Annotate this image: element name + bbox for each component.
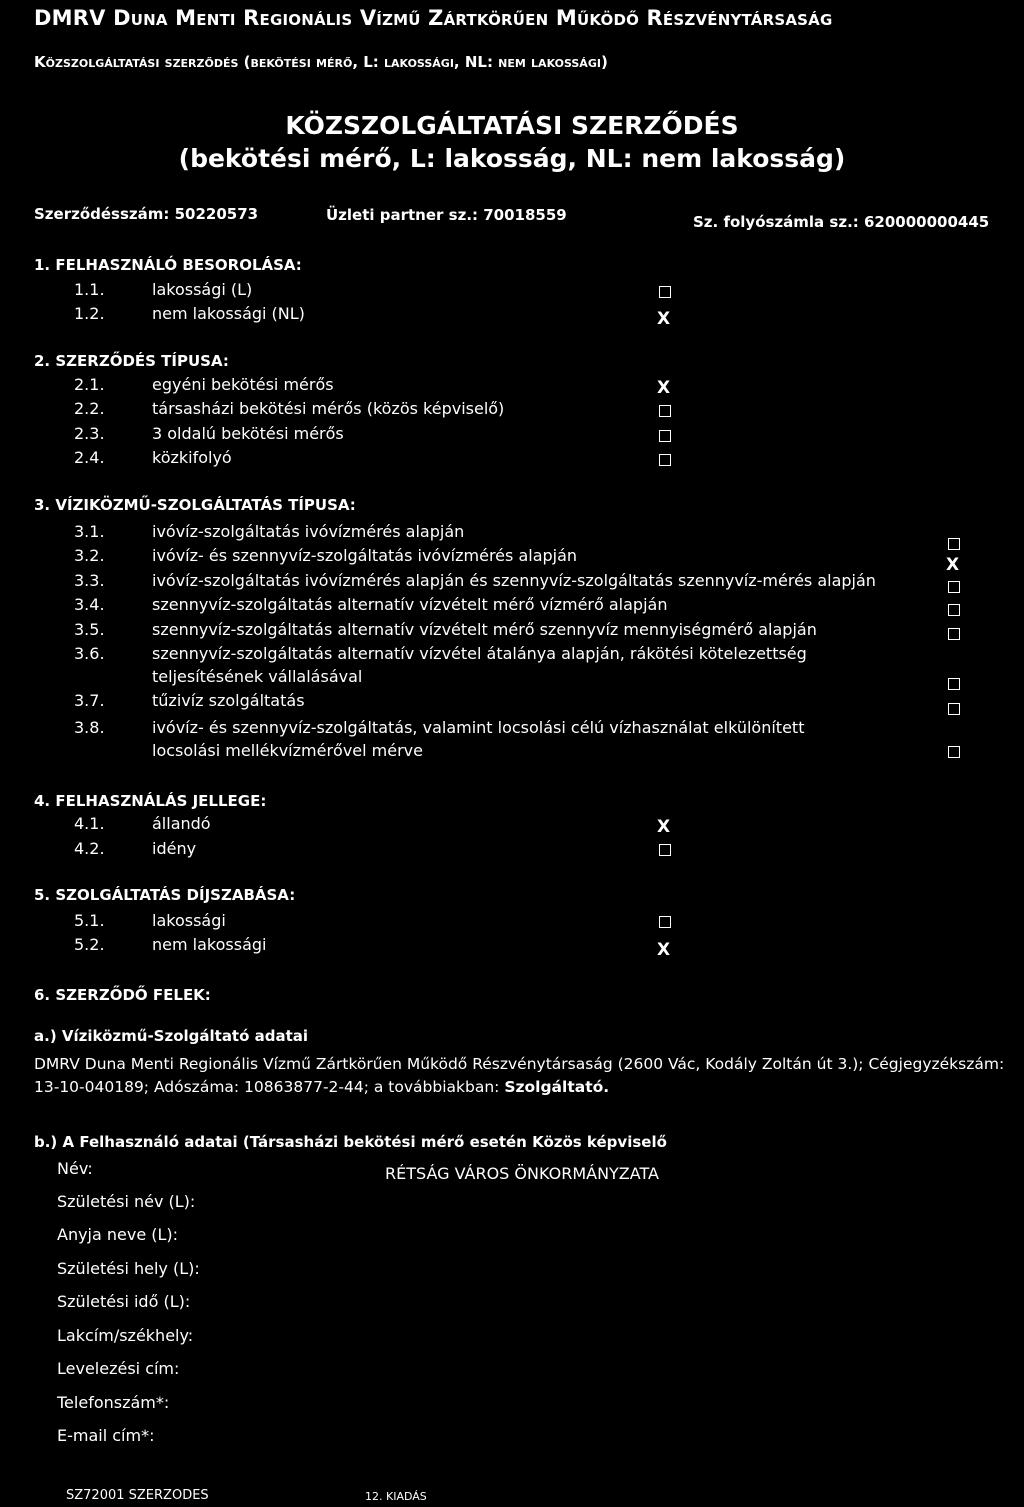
checkbox-3-7[interactable] (948, 703, 960, 715)
provider-details-line2 (34, 1078, 609, 1096)
item-2-2-label: társasházi bekötési mérős (közös képviselő) (152, 399, 505, 418)
field-birth-place-label: Születési hely (L): (57, 1259, 200, 1278)
item-2-3-label: 3 oldalú bekötési mérős (152, 424, 344, 443)
section-1-title: 1. FELHASZNÁLÓ BESOROLÁSA: (34, 256, 302, 274)
item-1-1-label: lakossági (L) (152, 280, 253, 299)
footer-doc-code: SZ72001 SZERZODES (66, 1488, 209, 1503)
section-2-title: 2. SZERZŐDÉS TÍPUSA: (34, 352, 229, 370)
item-3-8-label: ivóvíz- és szennyvíz-szolgáltatás, valamint locsolási célú vízhasználat elkülönített (152, 718, 805, 737)
form-subtitle: Közszolgáltatási szerződés (bekötési mérő, L: lakossági, NL: nem lakossági) (34, 53, 608, 71)
checkbox-3-2-checked[interactable]: X (946, 555, 960, 575)
item-4-1-label: állandó (152, 814, 211, 833)
company-header: DMRV Duna Menti Regionális Vízmű Zártkörűen Működő Részvénytársaság (34, 6, 833, 30)
field-mother-name-label: Anyja neve (L): (57, 1225, 179, 1244)
item-5-2-num: 5.2. (74, 935, 105, 954)
document-title: KÖZSZOLGÁLTATÁSI SZERZŐDÉS (285, 111, 739, 140)
item-3-8-num: 3.8. (74, 718, 105, 737)
provider-details-line1: DMRV Duna Menti Regionális Vízmű Zártkörűen Működő Részvénytársaság (2600 Vác, Kodály Zoltán út 3.); Cégjegyzékszám: (34, 1055, 1005, 1073)
field-email-label: E-mail cím*: (57, 1426, 155, 1445)
item-5-1-num: 5.1. (74, 911, 105, 930)
checkbox-3-5[interactable] (948, 628, 960, 640)
user-heading: b.) A Felhasználó adatai (Társasházi bekötési mérő esetén Közös képviselő (34, 1133, 667, 1151)
contract-number: Szerződésszám: 50220573 (34, 205, 259, 223)
checkbox-1-1[interactable] (659, 286, 671, 298)
item-3-2-num: 3.2. (74, 546, 105, 565)
checkbox-4-1-checked[interactable]: X (657, 817, 671, 837)
item-3-2-label: ivóvíz- és szennyvíz-szolgáltatás ivóvízmérés alapján (152, 546, 578, 565)
field-address-label: Lakcím/székhely: (57, 1326, 194, 1345)
item-3-6-label: szennyvíz-szolgáltatás alternatív vízvétel átalánya alapján, rákötési kötelezettség (152, 644, 807, 663)
item-3-7-label: tűzivíz szolgáltatás (152, 691, 305, 710)
item-1-2-num: 1.2. (74, 304, 105, 323)
field-birth-date-label: Születési idő (L): (57, 1292, 191, 1311)
checkbox-1-2-checked[interactable]: X (657, 309, 671, 329)
item-2-2-num: 2.2. (74, 399, 105, 418)
item-3-3-label: ivóvíz-szolgáltatás ivóvízmérés alapján és szennyvíz-szolgáltatás szennyvíz-mérés alapján (152, 571, 876, 590)
item-3-5-label: szennyvíz-szolgáltatás alternatív vízvételt mérő szennyvíz mennyiségmérő alapján (152, 620, 817, 639)
item-1-2-label: nem lakossági (NL) (152, 304, 305, 323)
item-3-3-num: 3.3. (74, 571, 105, 590)
item-3-4-num: 3.4. (74, 595, 105, 614)
item-3-7-num: 3.7. (74, 691, 105, 710)
section-6-title: 6. SZERZŐDŐ FELEK: (34, 986, 211, 1004)
document-subtitle: (bekötési mérő, L: lakosság, NL: nem lakosság) (178, 144, 846, 173)
checkbox-2-1-checked[interactable]: X (657, 378, 671, 398)
item-2-1-label: egyéni bekötési mérős (152, 375, 334, 394)
item-4-2-num: 4.2. (74, 839, 105, 858)
item-4-2-label: idény (152, 839, 197, 858)
section-5-title: 5. SZOLGÁLTATÁS DÍJSZABÁSA: (34, 886, 296, 904)
item-2-4-label: közkifolyó (152, 448, 232, 467)
checkbox-5-2-checked[interactable]: X (657, 940, 671, 960)
provider-details-text: 13-10-040189; Adószáma: 10863877-2-44; a továbbiakban: (34, 1078, 505, 1096)
field-phone-label: Telefonszám*: (57, 1393, 170, 1412)
item-4-1-num: 4.1. (74, 814, 105, 833)
item-2-4-num: 2.4. (74, 448, 105, 467)
item-2-1-num: 2.1. (74, 375, 105, 394)
checkbox-2-4[interactable] (659, 454, 671, 466)
item-3-8-label-cont: locsolási mellékvízmérővel mérve (152, 741, 423, 760)
provider-heading: a.) Víziközmű-Szolgáltató adatai (34, 1027, 309, 1045)
account-number: Sz. folyószámla sz.: 620000000445 (693, 213, 990, 231)
checkbox-2-2[interactable] (659, 405, 671, 417)
field-name-label: Név: (57, 1159, 93, 1178)
item-3-4-label: szennyvíz-szolgáltatás alternatív vízvételt mérő vízmérő alapján (152, 595, 668, 614)
checkbox-5-1[interactable] (659, 916, 671, 928)
item-3-6-num: 3.6. (74, 644, 105, 663)
field-name-value: RÉTSÁG VÁROS ÖNKORMÁNYZATA (385, 1164, 659, 1183)
checkbox-3-8[interactable] (948, 746, 960, 758)
item-3-1-num: 3.1. (74, 522, 105, 541)
checkbox-3-1[interactable] (948, 538, 960, 550)
item-3-6-label-cont: teljesítésének vállalásával (152, 667, 363, 686)
checkbox-3-3[interactable] (948, 581, 960, 593)
field-birth-name-label: Születési név (L): (57, 1192, 196, 1211)
item-3-1-label: ivóvíz-szolgáltatás ivóvízmérés alapján (152, 522, 465, 541)
checkbox-3-6[interactable] (948, 678, 960, 690)
footer-edition: 12. KIADÁS (365, 1490, 427, 1503)
section-3-title: 3. VÍZIKÖZMŰ-SZOLGÁLTATÁS TÍPUSA: (34, 496, 356, 514)
item-2-3-num: 2.3. (74, 424, 105, 443)
checkbox-4-2[interactable] (659, 844, 671, 856)
partner-number: Üzleti partner sz.: 70018559 (326, 206, 567, 224)
field-mailing-address-label: Levelezési cím: (57, 1359, 180, 1378)
checkbox-2-3[interactable] (659, 430, 671, 442)
item-5-1-label: lakossági (152, 911, 226, 930)
item-3-5-num: 3.5. (74, 620, 105, 639)
section-4-title: 4. FELHASZNÁLÁS JELLEGE: (34, 792, 267, 810)
provider-short-name: Szolgáltató. (504, 1078, 610, 1096)
item-5-2-label: nem lakossági (152, 935, 267, 954)
item-1-1-num: 1.1. (74, 280, 105, 299)
checkbox-3-4[interactable] (948, 604, 960, 616)
